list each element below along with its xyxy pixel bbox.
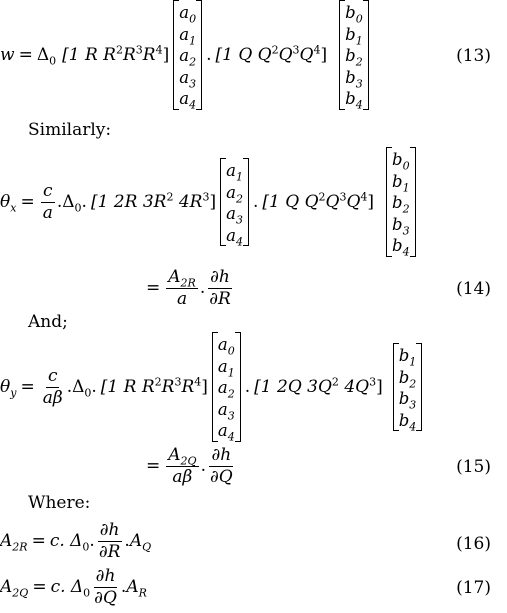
matrix-entry: $a_4$ <box>179 89 197 112</box>
A-R: $A_R$ <box>126 576 147 599</box>
matrix-entry: $a_2$ <box>179 46 197 69</box>
equation-number-16: (16) <box>456 534 491 554</box>
row-vector-dR: [1 2R $3R^2$ $4R^3$] <box>90 189 217 212</box>
matrix-entry: $b_3$ <box>398 389 417 412</box>
matrix-entry: $b_3$ <box>345 67 363 91</box>
matrix-b <box>339 0 369 110</box>
equation-16 <box>0 518 151 564</box>
text-similarly: Similarly: <box>28 120 112 140</box>
row-vector-dQ: [1 2Q $3Q^2$ $4Q^3$] <box>254 374 383 397</box>
matrix-entry: $a_1$ <box>179 24 197 48</box>
matrix-entry: $b_4$ <box>392 236 410 259</box>
equation-number-15: (15) <box>456 457 491 477</box>
equals-sign: = <box>32 576 47 597</box>
dot-operator: . <box>120 576 127 597</box>
equals-sign: = <box>146 455 161 476</box>
equation-14-line-2 <box>142 264 235 312</box>
matrix-a-1-4 <box>220 158 249 246</box>
A2Q: $A_{2Q}$ <box>0 576 29 599</box>
row-vector-R: [1 R $R^2R^3R^4$] <box>62 42 170 65</box>
dot-operator: . <box>124 530 130 551</box>
matrix-entry: $a_2$ <box>226 182 243 205</box>
A2R: $A_{2R}$ <box>0 530 28 553</box>
text-and: And; <box>28 312 68 332</box>
dot-operator: . <box>206 44 212 65</box>
matrix-entry: $a_3$ <box>179 67 197 91</box>
dot-operator: . <box>244 376 251 397</box>
equals-sign: = <box>20 376 35 397</box>
matrix-entry: $b_2$ <box>392 193 410 216</box>
matrix-b <box>386 147 416 257</box>
matrix-entry: $b_1$ <box>345 24 363 48</box>
matrix-entry: $b_2$ <box>345 46 363 69</box>
matrix-entry: $a_4$ <box>226 225 243 248</box>
dot-operator: . <box>200 455 206 476</box>
matrix-entry: $b_4$ <box>345 89 363 112</box>
dot-operator: . <box>199 277 206 298</box>
equation-number-14: (14) <box>456 279 491 299</box>
equation-14-line-1 <box>0 146 420 258</box>
matrix-b-1-4 <box>393 343 423 431</box>
equation-13 <box>0 2 373 112</box>
theta-y: $\theta_y$ <box>0 376 17 399</box>
matrix-a <box>212 332 241 442</box>
matrix-entry: $b_1$ <box>392 171 410 195</box>
matrix-entry: $b_2$ <box>398 367 417 390</box>
equals-sign: = <box>31 530 46 551</box>
delta-product: $.\Delta_0$. <box>66 376 97 399</box>
equation-15-line-2 <box>142 442 237 490</box>
delta-product: $.\Delta_0$. <box>56 191 87 214</box>
fraction-A2Q-over-abeta: $\frac{A_{2Q}}{a\beta}$ <box>168 444 197 487</box>
equation-number-13: (13) <box>456 46 491 66</box>
fraction-c-over-a: $\frac{c}{a}$ <box>42 180 53 223</box>
equals-sign: = <box>20 191 35 212</box>
c-delta: c. $\Delta_0$. <box>49 530 95 553</box>
matrix-entry: $b_1$ <box>398 346 417 369</box>
fraction-dh-dR: $\frac{\partial h}{\partial R}$ <box>209 266 231 309</box>
dot-operator: . <box>252 191 259 212</box>
delta-symbol: $\Delta_0$ <box>36 44 57 67</box>
matrix-entry: $a_3$ <box>217 399 235 423</box>
fraction-c-over-abeta: $\frac{c}{a\beta}$ <box>42 365 63 408</box>
text-where: Where: <box>28 493 91 513</box>
row-vector-Q: [1 Q $Q^2Q^3Q^4$] <box>262 189 375 212</box>
matrix-entry: $b_0$ <box>345 3 363 26</box>
fraction-dh-dQ: $\frac{\partial h}{\partial Q}$ <box>209 444 233 487</box>
row-vector-Q: [1 Q $Q^2Q^3Q^4$] <box>215 42 328 65</box>
var-w: w <box>0 44 15 65</box>
equals-sign: = <box>146 277 161 298</box>
row-vector-R: [1 R $R^2R^3R^4$] <box>100 374 208 397</box>
fraction-A2R-over-a: $\frac{A_{2R}}{a}$ <box>168 266 196 309</box>
fraction-dh-dR: $\frac{\partial h}{\partial R}$ <box>98 519 121 562</box>
c-delta: c. $\Delta_0$ <box>50 576 91 599</box>
matrix-entry: $a_1$ <box>226 161 243 184</box>
fraction-dh-dQ: $\frac{\partial h}{\partial Q}$ <box>94 565 117 608</box>
theta-x: $\theta_x$ <box>0 191 17 214</box>
matrix-entry: $a_1$ <box>217 356 235 380</box>
matrix-entry: $b_4$ <box>398 410 417 433</box>
equation-17 <box>0 564 147 610</box>
matrix-a <box>173 0 202 110</box>
matrix-entry: $a_3$ <box>226 204 243 227</box>
matrix-entry: $a_0$ <box>179 3 197 26</box>
matrix-entry: $a_4$ <box>217 421 235 444</box>
equation-number-17: (17) <box>456 578 491 598</box>
A-Q: $A_Q$ <box>129 530 152 553</box>
matrix-entry: $b_0$ <box>392 150 410 173</box>
matrix-entry: $b_3$ <box>392 214 410 238</box>
matrix-entry: $a_0$ <box>217 335 235 358</box>
equation-15-line-1 <box>0 334 426 444</box>
matrix-entry: $a_2$ <box>217 378 235 401</box>
equals-sign: = <box>18 44 33 65</box>
